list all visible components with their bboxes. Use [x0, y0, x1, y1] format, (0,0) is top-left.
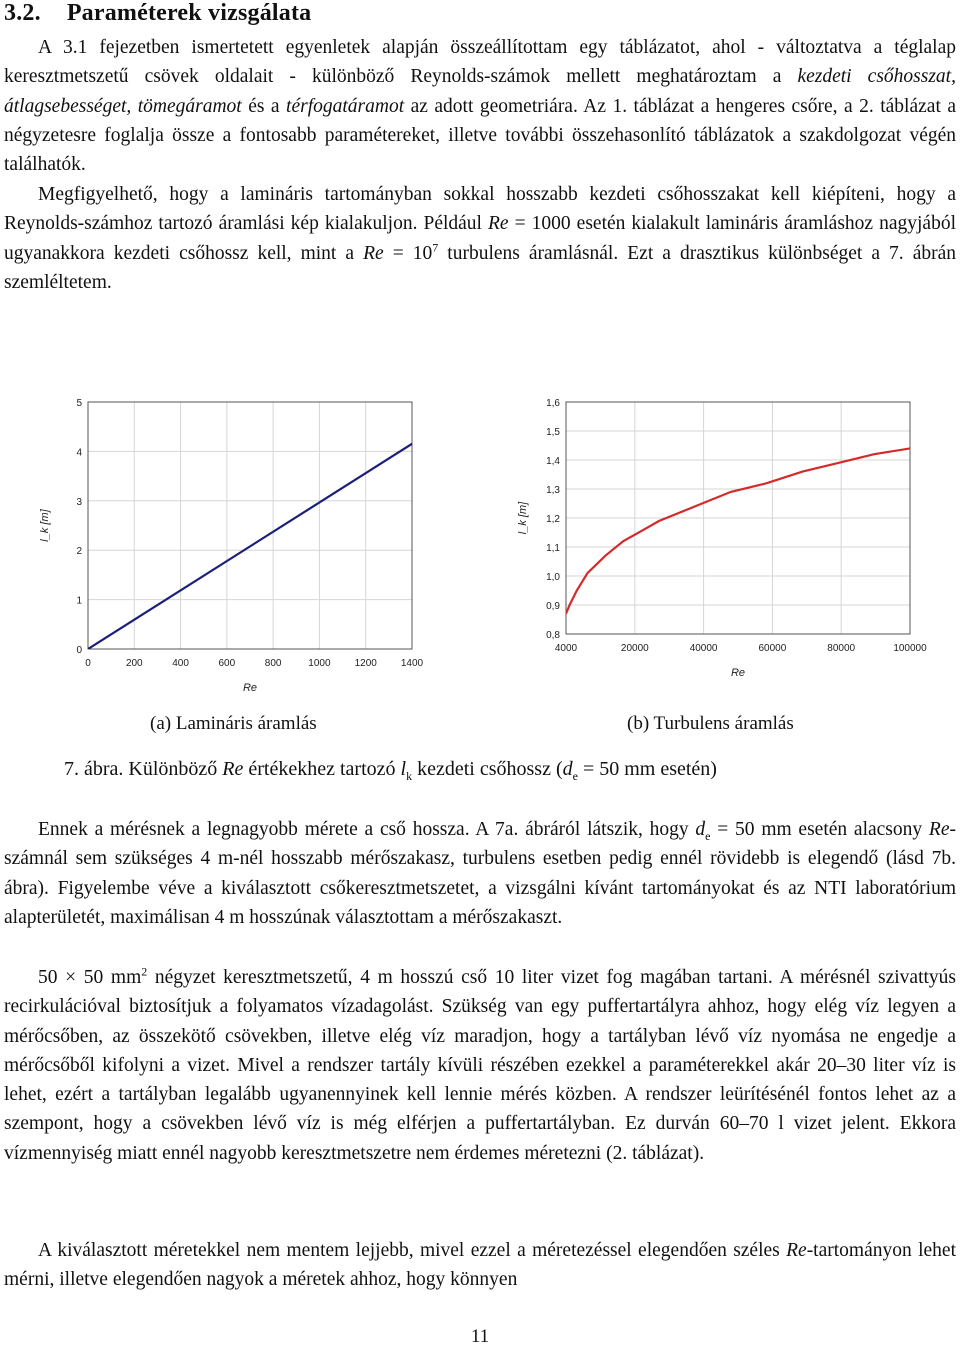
x-tick-label: 400 [172, 658, 189, 669]
y-tick-label: 1,2 [546, 514, 560, 525]
chart-laminar [40, 388, 440, 698]
paragraph-4 [4, 963, 956, 1168]
y-tick-label: 3 [76, 496, 82, 508]
y-tick-label: 4 [76, 447, 82, 459]
y-tick-label: 1,4 [546, 456, 560, 467]
x-tick-label: 100000 [893, 643, 927, 654]
x-tick-label: 1000 [308, 658, 331, 669]
math-symbol: Re [222, 758, 244, 780]
x-tick-label: 1200 [354, 658, 377, 669]
page-number: 11 [470, 1326, 490, 1347]
math-symbol: térfogatáramot [286, 95, 405, 117]
x-tick-label: 80000 [827, 643, 856, 654]
text-run: 50 × 50 mm [38, 967, 142, 988]
subscript: e [705, 828, 711, 843]
math-symbol: Re [928, 819, 950, 840]
text-run: = 1000 esetén kialakult lamináris áramláshoz nagyjából ugyanakkora kezdeti csőhossz kell, mint a [4, 213, 957, 264]
x-tick-label: 0 [85, 658, 91, 669]
y-tick-label: 0,9 [546, 601, 560, 612]
text-run: turbulens áramlásnál. Ezt a drasztikus különbséget a 7. ábrán szemléltetem. [4, 242, 957, 293]
x-tick-label: 20000 [620, 643, 649, 654]
x-axis-label: Re [730, 667, 746, 679]
x-tick-label: 200 [125, 658, 143, 669]
text-run: négyzet keresztmetszetű, 4 m hosszú cső 10 liter vizet fog magában tartani. A mérésnél szivattyús recirkulációval biztosítjuk a folyamatos vízadagolást. Szükség van egy puffertartályra ahhoz, hogy elég víz legyen a mérőcsőben, az összekötő csövekben, illetve elég víz maradjon, hogy a tartályban lévő víz nyomása ne engedje a mérőcsőből kifolyni a vizet. Mivel a rendszer tartály kívüli részében ezekkel a paraméterekkel akár 20–30 liter víz is lehet, ezért a tartályban legalább ugyanennyinek kell lennie mérés közben. A rendszer leürítésénél fontos lehet az a szempont, hogy a csövekben lévő víz is még elférjen a puffertartályban. Ez durván 60–70 l vizet jelent. Ekkora vízmennyiség miatt ennél nagyobb keresztmetszetre nem érdemes méretezni (2. táblázat). [4, 967, 956, 1164]
subcaption-b: (b) Turbulens áramlás [627, 713, 794, 734]
y-axis-label: l_k [m] [39, 509, 51, 542]
subcaption-a: (a) Lamináris áramlás [150, 713, 317, 734]
paragraph-5 [4, 1236, 956, 1295]
text-run: az adott geometriára. Az 1. táblázat a hengeres csőre, a 2. táblázat a négyzetesre foglalja össze a fontosabb paramétereket, illetve további összehasonlító táblázatok a szakdolgozat végén találhatók. [4, 95, 956, 176]
math-symbol: d [695, 819, 706, 840]
x-tick-label: 60000 [758, 643, 787, 654]
text-run: A 3.1 fejezetben ismertetett egyenletek alapján összeállítottam egy táblázatot, ahol - változtatva a téglalap keresztmetszetű csövek oldalait - különböző Reynolds-számok mellett meghatároztam a [4, 37, 956, 88]
text-run: = 50 mm esetén) [577, 758, 717, 780]
y-tick-label: 1,1 [546, 543, 560, 554]
math-symbol: d [562, 758, 573, 780]
paragraph-1 [4, 33, 956, 179]
text-run: -számnál sem szükséges 4 m-nél hosszabb mérőszakasz, turbulens esetben pedig ennél rövidebb is elegendő (lásd 7b. ábra). Figyelembe véve a kiválasztott csőkeresztmetszetet, a vizsgálni kívánt tartományokat és az NTI laboratórium alapterületét, maximálisan 4 m hosszúnak választottam a mérőszakaszt. [4, 819, 956, 928]
subscript: e [572, 769, 578, 783]
math-symbol: Re [786, 1240, 807, 1261]
x-tick-label: 4000 [554, 643, 578, 654]
y-tick-label: 1,0 [546, 572, 560, 583]
text-run: értékekhez tartozó [243, 758, 401, 780]
y-axis-label: l_k [m] [517, 501, 529, 535]
text-run: A kiválasztott méretekkel nem mentem lejjebb, mivel ezzel a méretezéssel elegendően széles [38, 1240, 787, 1261]
text-run: Megfigyelhető, hogy a lamináris tartományban sokkal hosszabb kezdeti csőhosszakat kell kiépíteni, hogy a Reynolds-számhoz tartozó áramlási kép kialakuljon. Például [4, 184, 956, 235]
series-line [88, 429, 435, 649]
subscript: k [406, 769, 413, 783]
text-run: = 10 [383, 242, 433, 264]
chart-turbulent [500, 388, 927, 698]
superscript: 2 [141, 964, 148, 979]
text-run: 7. ábra. Különböző [64, 758, 223, 780]
section-number: 3.2. [4, 0, 41, 26]
text-run: kezdeti csőhossz ( [412, 758, 563, 780]
series-line [566, 448, 910, 613]
paragraph-3 [4, 815, 956, 932]
y-tick-label: 0,8 [546, 630, 560, 641]
section-heading [4, 0, 311, 27]
y-tick-label: 5 [76, 398, 82, 409]
y-tick-label: 1,6 [546, 398, 560, 409]
text-run: Ennek a mérésnek a legnagyobb mérete a cső hossza. A 7a. ábráról látszik, hogy [38, 819, 696, 840]
x-tick-label: 600 [218, 658, 236, 669]
plot-area [517, 398, 927, 679]
math-symbol: kezdeti csőhosszat, átlagsebességet, tömegáramot [4, 66, 956, 117]
paragraph-2 [4, 180, 956, 297]
text-run: = 50 mm esetén alacsony [710, 819, 929, 840]
math-symbol: Re [363, 242, 384, 264]
plot-area [39, 398, 435, 694]
y-tick-label: 0 [76, 645, 82, 656]
y-tick-label: 1,5 [546, 427, 560, 438]
text-run: és a [241, 95, 287, 117]
x-axis-label: Re [242, 682, 258, 694]
x-tick-label: 800 [264, 658, 282, 669]
plot-frame [88, 402, 412, 649]
math-symbol: l [400, 758, 407, 780]
section-title: Paraméterek vizsgálata [66, 0, 312, 26]
x-tick-label: 40000 [689, 643, 718, 654]
math-symbol: Re [488, 213, 509, 235]
x-tick-label: 1400 [400, 658, 424, 669]
y-tick-label: 2 [76, 546, 82, 558]
y-tick-label: 1 [76, 595, 82, 607]
figure-7 [0, 388, 960, 748]
figure-caption [64, 758, 717, 781]
text-run: -tartományon lehet mérni, illetve elegendően nagyok a méretek ahhoz, hogy könnyen [4, 1240, 956, 1291]
superscript: 7 [432, 240, 439, 255]
y-tick-label: 1,3 [546, 485, 560, 496]
